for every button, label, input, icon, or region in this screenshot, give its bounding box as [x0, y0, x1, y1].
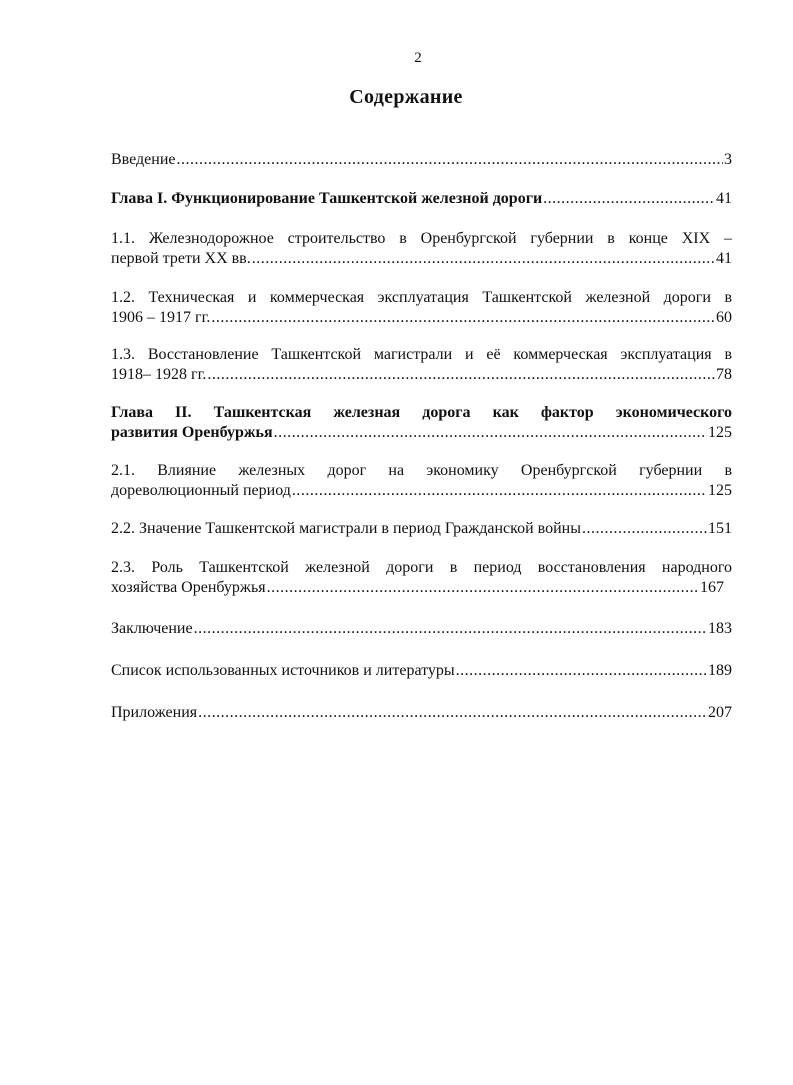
page-number: 2 [414, 50, 422, 66]
leader-dots [274, 423, 707, 443]
leader-dots [292, 481, 707, 501]
toc-entry-section-1-2[interactable] [111, 288, 732, 328]
leader-dots [543, 189, 715, 209]
toc-entry-title-line1: 2.1. Влияние железных дорог на экономику Оренбургской губернии в [111, 462, 732, 479]
toc-entry-page: 125 [708, 482, 732, 499]
toc-entry-title-line1: 1.2. Техническая и коммерческая эксплуатация Ташкентской железной дороги в [111, 289, 732, 306]
toc-entry-title-line2: первой трети XX вв. [111, 250, 251, 267]
toc-entry-title: Приложения [111, 704, 198, 721]
toc-entry-section-1-1[interactable] [111, 229, 732, 269]
toc-entry-page: 3 [724, 151, 732, 168]
toc-entry-bibliography[interactable] [111, 661, 732, 681]
toc-entry-page: 189 [708, 662, 732, 679]
toc-entry-page: 183 [708, 620, 732, 637]
toc-entry-title: Введение [111, 151, 176, 168]
toc-entry-title: 2.2. Значение Ташкентской магистрали в период Гражданской войны [111, 520, 581, 537]
leader-dots [207, 365, 715, 385]
leader-dots [456, 661, 707, 681]
toc-entry-section-2-3[interactable] [111, 558, 732, 598]
leader-dots [198, 703, 707, 723]
toc-entry-title-line1: 1.1. Железнодорожное строительство в Оренбургской губернии в конце XIX – [111, 230, 732, 247]
toc-entry-title: Заключение [111, 620, 193, 637]
leader-dots [267, 578, 699, 598]
leader-dots [211, 308, 715, 328]
toc-entry-page: 207 [708, 704, 732, 721]
toc-entry-title-line2: 1918– 1928 гг. [111, 366, 207, 383]
leader-dots [194, 619, 707, 639]
page-title: Содержание [349, 86, 463, 108]
toc-entry-page: 125 [708, 424, 732, 441]
toc-entry-title-line2: дореволюционный период [111, 482, 291, 499]
toc-entry-title-line2: развития Оренбуржья [111, 424, 273, 441]
toc-entry-appendices[interactable] [111, 703, 732, 723]
toc-entry-page: 60 [716, 309, 732, 326]
leader-dots [252, 249, 715, 269]
toc-entry-page: 151 [708, 520, 732, 537]
toc-entry-introduction[interactable] [111, 150, 732, 170]
leader-dots [582, 519, 707, 539]
toc-entry-section-2-1[interactable] [111, 461, 732, 501]
toc-entry-page: 78 [716, 366, 732, 383]
toc-entry-title-line1: 2.3. Роль Ташкентской железной дороги в период восстановления народного [111, 559, 732, 576]
toc-entry-section-2-2[interactable] [111, 519, 732, 539]
leader-dots [177, 150, 724, 170]
toc-entry-title: Список использованных источников и литературы [111, 662, 455, 679]
toc-entry-title-line2: 1906 – 1917 гг. [111, 309, 211, 326]
toc-entry-title-line1: Глава II. Ташкентская железная дорога как фактор экономического [111, 404, 732, 421]
toc-entry-chapter-1[interactable] [111, 189, 732, 209]
toc-entry-title-line1: 1.3. Восстановление Ташкентской магистрали и её коммерческая эксплуатация в [111, 346, 732, 363]
toc-entry-page: 41 [716, 190, 732, 207]
toc-entry-conclusion[interactable] [111, 619, 732, 639]
toc-entry-title: Глава I. Функционирование Ташкентской железной дороги [111, 190, 543, 207]
toc-entry-section-1-3[interactable] [111, 345, 732, 385]
toc-entry-chapter-2[interactable] [111, 403, 732, 443]
toc-entry-title-line2: хозяйства Оренбуржья [111, 579, 266, 596]
toc-entry-page: 41 [716, 250, 732, 267]
toc-entry-page: 167 [700, 579, 724, 596]
